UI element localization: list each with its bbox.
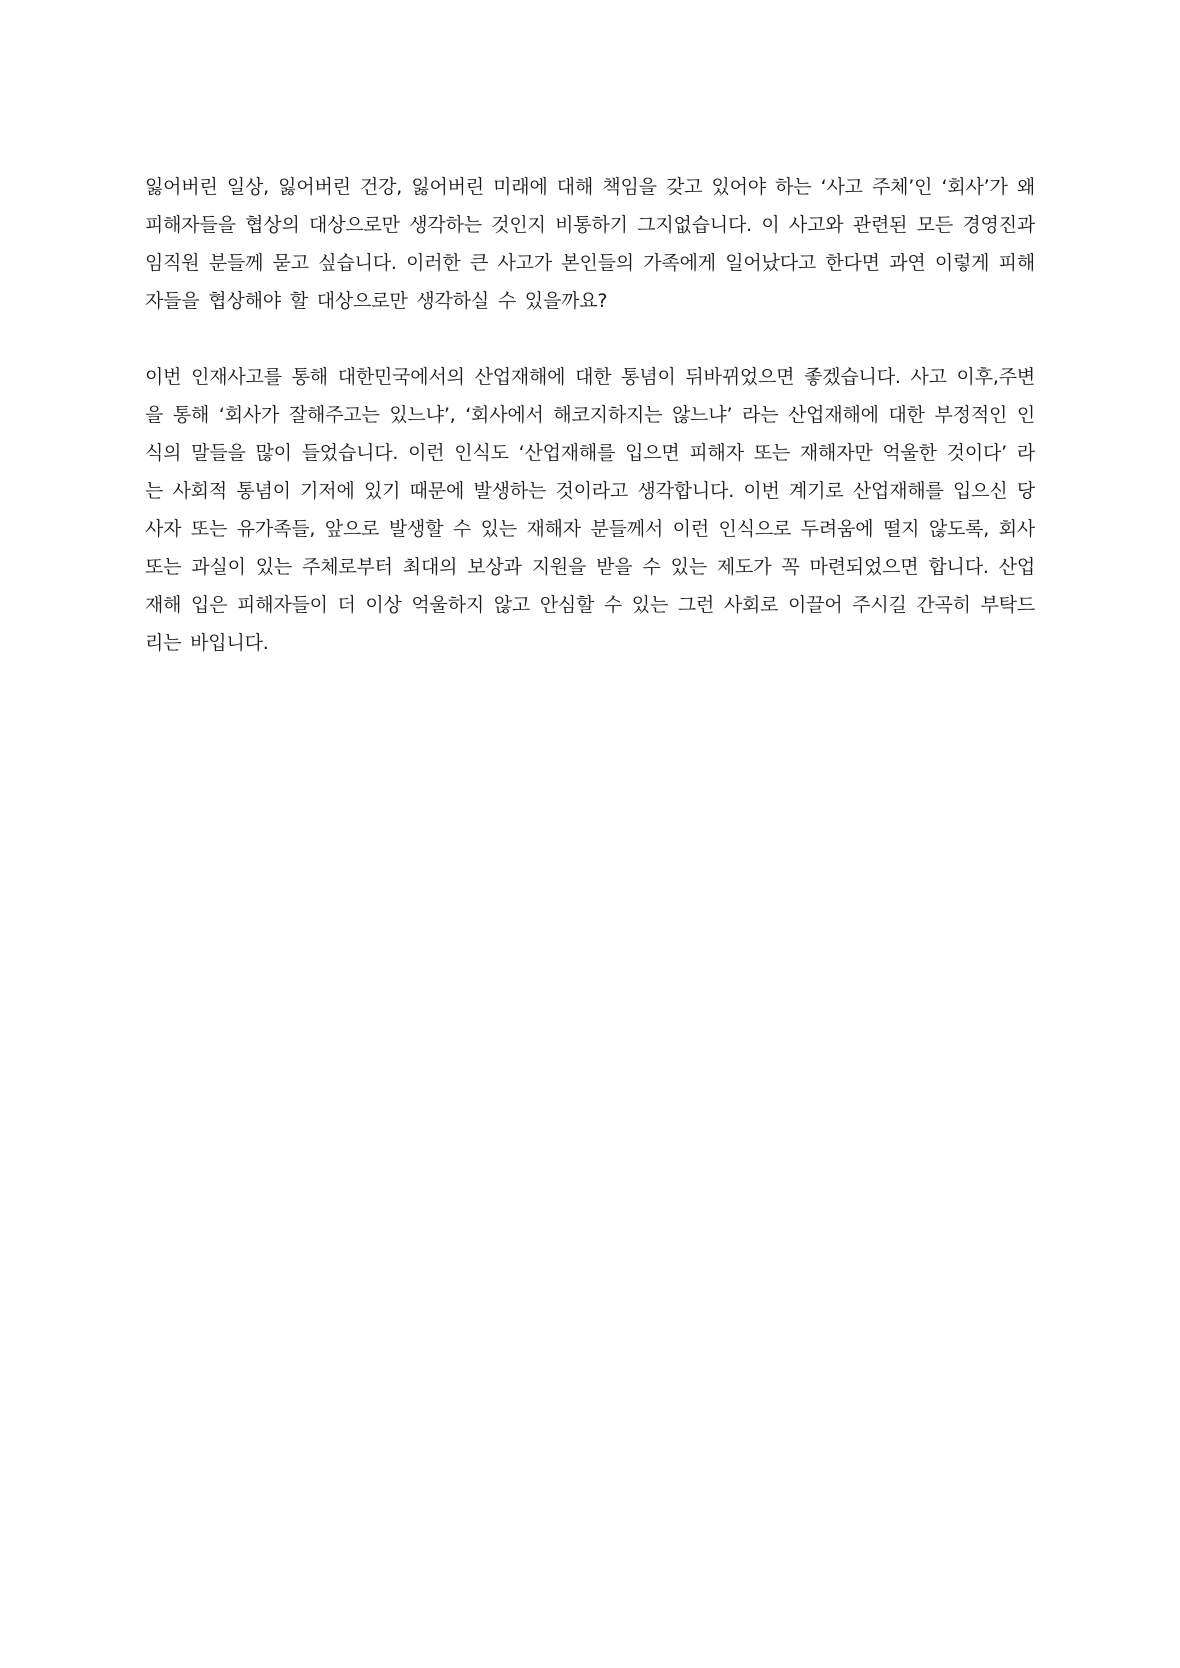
paragraph-2: 이번 인재사고를 통해 대한민국에서의 산업재해에 대한 통념이 뒤바뀌었으면 좋겠습니다. 사고 이후,주변을 통해 ‘회사가 잘해주고는 있느냐’, ‘회사에서 해코지하지는 않느냐’ 라는 산업재해에 대한 부정적인 인식의 말들을 많이 들었습니다. 이런 인식도 ‘산업재해를 입으면 피해자 또는 재해자만 억울한 것이다’ 라는 사회적 통념이 기저에 있기 때문에 발생하는 것이라고 생각합니다. 이번 계기로 산업재해를 입으신 당사자 또는 유가족들, 앞으로 발생할 수 있는 재해자 분들께서 이런 인식으로 두려움에 떨지 않도록, 회사 또는 과실이 있는 주체로부터 최대의 보상과 지원을 받을 수 있는 제도가 꼭 마련되었으면 합니다. 산업재해 입은 피해자들이 더 이상 억울하지 않고 안심할 수 있는 그런 사회로 이끌어 주시길 간곡히 부탁드리는 바입니다. <box>145 366 1035 654</box>
paragraph-1: 잃어버린 일상, 잃어버린 건강, 잃어버린 미래에 대해 책임을 갖고 있어야 하는 ‘사고 주체’인 ‘회사’가 왜 피해자들을 협상의 대상으로만 생각하는 것인지 비통하기 그지없습니다. 이 사고와 관련된 모든 경영진과 임직원 분들께 묻고 싶습니다. 이러한 큰 사고가 본인들의 가족에게 일어났다고 한다면 과연 이렇게 피해자들을 협상해야 할 대상으로만 생각하실 수 있을까요? <box>145 176 1036 312</box>
document-body <box>145 168 1035 662</box>
